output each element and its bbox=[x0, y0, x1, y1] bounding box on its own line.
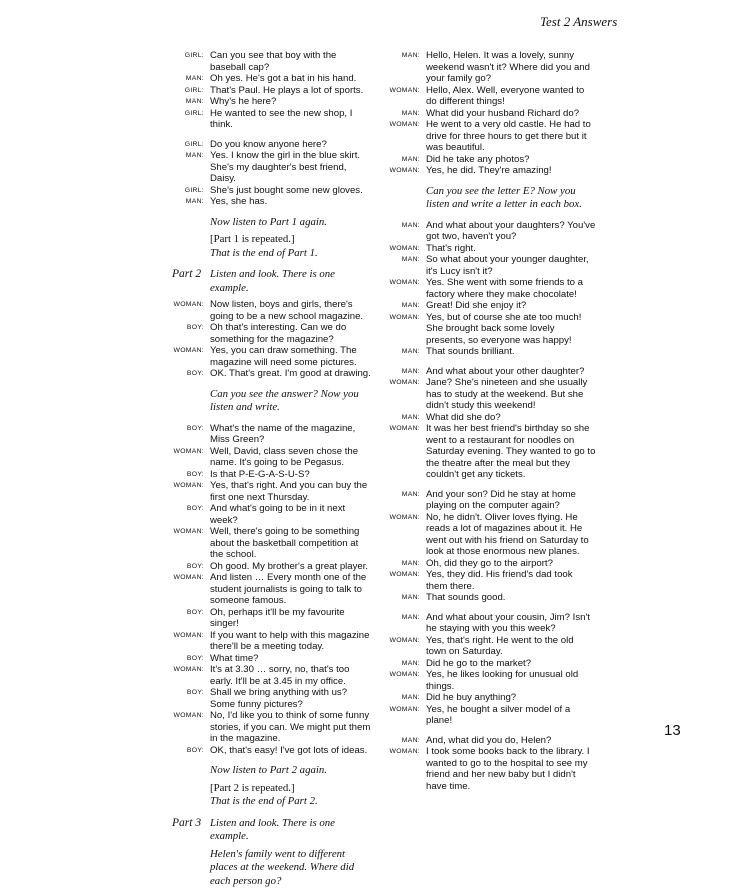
speaker-label: WOMAN: bbox=[388, 746, 420, 758]
dialogue-line bbox=[388, 108, 596, 120]
dialogue-text: Is that P-E-G-A-S-U-S? bbox=[210, 469, 310, 480]
dialogue-line bbox=[172, 322, 372, 345]
dialogue-text: Yes, he bought a silver model of a plane! bbox=[426, 704, 570, 727]
speaker-label: WOMAN: bbox=[388, 277, 420, 289]
dialogue-text: Well, David, class seven chose the name. It's going to be Pegasus. bbox=[210, 446, 358, 469]
dialogue-line bbox=[172, 299, 372, 322]
dialogue-line bbox=[388, 154, 596, 166]
dialogue-text: That sounds good. bbox=[426, 592, 505, 603]
speaker-label: MAN: bbox=[388, 558, 420, 570]
speaker-label: MAN: bbox=[388, 612, 420, 624]
dialogue-text: Did he take any photos? bbox=[426, 154, 529, 165]
speaker-label: MAN: bbox=[388, 220, 420, 232]
speaker-label: MAN: bbox=[388, 735, 420, 747]
dialogue-text: Yes, but of course she ate too much! She brought back some lovely presents, so everyone was happy! bbox=[426, 312, 581, 346]
dialogue-text: Oh, perhaps it'll be my favourite singer! bbox=[210, 607, 345, 630]
speaker-label: WOMAN: bbox=[388, 119, 420, 131]
dialogue-text: Yes. I know the girl in the blue skirt. She's my daughter's best friend, Daisy. bbox=[210, 150, 360, 184]
dialogue-text: What did your husband Richard do? bbox=[426, 108, 579, 119]
dialogue-text: And what about your daughters? You've got two, haven't you? bbox=[426, 220, 595, 243]
dialogue-block-6 bbox=[388, 735, 596, 793]
dialogue-line bbox=[172, 73, 372, 85]
dialogue-line bbox=[172, 423, 372, 446]
part2-label: Part 2 bbox=[172, 268, 201, 282]
speaker-label: WOMAN: bbox=[172, 480, 204, 492]
speaker-label: WOMAN: bbox=[172, 572, 204, 584]
speaker-label: GIRL: bbox=[172, 108, 204, 120]
speaker-label: WOMAN: bbox=[172, 345, 204, 357]
dialogue-line bbox=[172, 196, 372, 208]
dialogue-text: It's at 3.30 … sorry, no, that's too early. It'll be at 3.45 in my office. bbox=[210, 664, 349, 687]
speaker-label: MAN: bbox=[388, 658, 420, 670]
speaker-label: WOMAN: bbox=[388, 85, 420, 97]
dialogue-block-1 bbox=[388, 50, 596, 177]
dialogue-text: OK, that's easy! I've got lots of ideas. bbox=[210, 745, 367, 756]
dialogue-line bbox=[388, 569, 596, 592]
dialogue-line bbox=[388, 312, 596, 347]
dialogue-line bbox=[388, 220, 596, 243]
speaker-label: WOMAN: bbox=[388, 312, 420, 324]
dialogue-text: Yes, she has. bbox=[210, 196, 267, 207]
dialogue-line bbox=[172, 664, 372, 687]
speaker-label: BOY: bbox=[172, 423, 204, 435]
dialogue-line bbox=[388, 412, 596, 424]
dialogue-text: Yes, they did. His friend's dad took them there. bbox=[426, 569, 573, 592]
dialogue-text: Can you see that boy with the baseball cap? bbox=[210, 50, 336, 73]
speaker-label: WOMAN: bbox=[388, 704, 420, 716]
dialogue-line bbox=[388, 592, 596, 604]
dialogue-line bbox=[388, 692, 596, 704]
dialogue-text: And what's going to be in it next week? bbox=[210, 503, 345, 526]
dialogue-text: What did she do? bbox=[426, 412, 501, 423]
dialogue-text: Oh, did they go to the airport? bbox=[426, 558, 553, 569]
dialogue-gap bbox=[172, 131, 372, 139]
speaker-label: WOMAN: bbox=[388, 377, 420, 389]
dialogue-text: Yes, he likes looking for unusual old things. bbox=[426, 669, 578, 692]
dialogue-line bbox=[172, 526, 372, 561]
dialogue-text: Great! Did she enjoy it? bbox=[426, 300, 526, 311]
dialogue-line bbox=[388, 300, 596, 312]
dialogue-line bbox=[172, 368, 372, 380]
part1-listen-again: Now listen to Part 1 again. bbox=[172, 216, 372, 230]
speaker-label: WOMAN: bbox=[388, 569, 420, 581]
dialogue-line bbox=[388, 50, 596, 85]
speaker-label: WOMAN: bbox=[172, 664, 204, 676]
dialogue-text: It was her best friend's birthday so she went to a restaurant for noodles on Saturday evening. They wanted to go to the theatre after the meal but they couldn't get any tickets. bbox=[426, 423, 595, 480]
part2-can-you-see: Can you see the answer? Now you listen and write. bbox=[172, 388, 372, 415]
right-column bbox=[388, 50, 596, 792]
speaker-label: MAN: bbox=[388, 692, 420, 704]
dialogue-text: Yes, that's right. He went to the old town on Saturday. bbox=[426, 635, 574, 658]
speaker-label: MAN: bbox=[388, 489, 420, 501]
speaker-label: MAN: bbox=[388, 366, 420, 378]
dialogue-line bbox=[388, 165, 596, 177]
part1-dialogue bbox=[172, 50, 372, 208]
dialogue-text: Oh that's interesting. Can we do something for the magazine? bbox=[210, 322, 346, 345]
dialogue-line bbox=[172, 480, 372, 503]
dialogue-line bbox=[172, 185, 372, 197]
dialogue-text: OK. That's great. I'm good at drawing. bbox=[210, 368, 371, 379]
dialogue-text: Shall we bring anything with us? Some funny pictures? bbox=[210, 687, 347, 710]
dialogue-line bbox=[388, 346, 596, 358]
dialogue-text: She's just bought some new gloves. bbox=[210, 185, 363, 196]
dialogue-text: Oh yes. He's got a bat in his hand. bbox=[210, 73, 356, 84]
dialogue-text: That sounds brilliant. bbox=[426, 346, 515, 357]
part3-label: Part 3 bbox=[172, 817, 201, 831]
dialogue-line bbox=[172, 345, 372, 368]
speaker-label: MAN: bbox=[388, 300, 420, 312]
speaker-label: WOMAN: bbox=[388, 165, 420, 177]
speaker-label: WOMAN: bbox=[388, 512, 420, 524]
dialogue-text: And what about your cousin, Jim? Isn't he staying with you this week? bbox=[426, 612, 590, 635]
speaker-label: MAN: bbox=[172, 96, 204, 108]
speaker-label: MAN: bbox=[388, 108, 420, 120]
dialogue-line bbox=[388, 735, 596, 747]
dialogue-text: Jane? She's nineteen and she usually has to study at the weekend. But she didn't study this weekend! bbox=[426, 377, 587, 411]
speaker-label: BOY: bbox=[172, 503, 204, 515]
part3-instruction: Listen and look. There is one example. bbox=[210, 817, 335, 843]
dialogue-line bbox=[172, 150, 372, 185]
speaker-label: WOMAN: bbox=[172, 630, 204, 642]
dialogue-line bbox=[388, 85, 596, 108]
dialogue-text: Why's he here? bbox=[210, 96, 276, 107]
dialogue-line bbox=[388, 658, 596, 670]
dialogue-block-4 bbox=[388, 489, 596, 604]
speaker-label: WOMAN: bbox=[388, 669, 420, 681]
part2-dialogue-b bbox=[172, 423, 372, 757]
dialogue-text: Yes, he did. They're amazing! bbox=[426, 165, 552, 176]
part2-repeated: [Part 2 is repeated.] bbox=[172, 782, 372, 796]
dialogue-text: Yes. She went with some friends to a factory where they make chocolate! bbox=[426, 277, 583, 300]
speaker-label: BOY: bbox=[172, 745, 204, 757]
dialogue-text: And your son? Did he stay at home playing on the computer again? bbox=[426, 489, 576, 512]
dialogue-line bbox=[388, 423, 596, 481]
dialogue-line bbox=[172, 561, 372, 573]
speaker-label: BOY: bbox=[172, 653, 204, 665]
dialogue-line bbox=[172, 108, 372, 131]
dialogue-text: Hello, Helen. It was a lovely, sunny weekend wasn't it? Where did you and your family go? bbox=[426, 50, 590, 84]
dialogue-text: Oh good. My brother's a great player. bbox=[210, 561, 368, 572]
speaker-label: WOMAN: bbox=[388, 635, 420, 647]
dialogue-text: And, what did you do, Helen? bbox=[426, 735, 551, 746]
dialogue-line bbox=[172, 630, 372, 653]
dialogue-line bbox=[172, 503, 372, 526]
dialogue-text: He went to a very old castle. He had to drive for three hours to get there but it was beautiful. bbox=[426, 119, 591, 153]
left-column bbox=[172, 50, 372, 888]
dialogue-line bbox=[172, 745, 372, 757]
speaker-label: WOMAN: bbox=[172, 526, 204, 538]
part2-dialogue-a bbox=[172, 299, 372, 380]
dialogue-line bbox=[172, 607, 372, 630]
dialogue-line bbox=[172, 139, 372, 151]
part1-end: That is the end of Part 1. bbox=[172, 247, 372, 261]
dialogue-text: He wanted to see the new shop, I think. bbox=[210, 108, 352, 131]
dialogue-line bbox=[172, 572, 372, 607]
speaker-label: MAN: bbox=[172, 150, 204, 162]
speaker-label: MAN: bbox=[388, 346, 420, 358]
dialogue-line bbox=[172, 469, 372, 481]
dialogue-line bbox=[388, 704, 596, 727]
speaker-label: MAN: bbox=[388, 592, 420, 604]
dialogue-line bbox=[388, 377, 596, 412]
part2-listen-again: Now listen to Part 2 again. bbox=[172, 764, 372, 778]
speaker-label: WOMAN: bbox=[388, 423, 420, 435]
dialogue-line bbox=[172, 50, 372, 73]
dialogue-text: That's right. bbox=[426, 243, 476, 254]
part3-intro: Helen's family went to different places at the weekend. Where did each person go? bbox=[172, 848, 372, 888]
part2-end: That is the end of Part 2. bbox=[172, 795, 372, 809]
speaker-label: BOY: bbox=[172, 322, 204, 334]
speaker-label: MAN: bbox=[172, 196, 204, 208]
dialogue-text: And what about your other daughter? bbox=[426, 366, 584, 377]
speaker-label: GIRL: bbox=[172, 185, 204, 197]
speaker-label: BOY: bbox=[172, 687, 204, 699]
dialogue-block-5 bbox=[388, 612, 596, 727]
speaker-label: GIRL: bbox=[172, 85, 204, 97]
part2-heading bbox=[172, 268, 372, 295]
speaker-label: WOMAN: bbox=[172, 710, 204, 722]
dialogue-line bbox=[388, 558, 596, 570]
speaker-label: WOMAN: bbox=[172, 299, 204, 311]
dialogue-text: Hello, Alex. Well, everyone wanted to do different things! bbox=[426, 85, 584, 108]
speaker-label: WOMAN: bbox=[172, 446, 204, 458]
dialogue-line bbox=[172, 710, 372, 745]
speaker-label: BOY: bbox=[172, 368, 204, 380]
speaker-label: GIRL: bbox=[172, 139, 204, 151]
dialogue-text: Well, there's going to be something about the basketball competition at the school. bbox=[210, 526, 359, 560]
dialogue-line bbox=[388, 366, 596, 378]
part2-instruction: Listen and look. There is one example. bbox=[210, 268, 335, 294]
dialogue-line bbox=[172, 653, 372, 665]
speaker-label: BOY: bbox=[172, 469, 204, 481]
part3-letter-instruction: Can you see the letter E? Now you listen and write a letter in each box. bbox=[388, 185, 596, 212]
dialogue-line bbox=[172, 85, 372, 97]
speaker-label: MAN: bbox=[388, 412, 420, 424]
speaker-label: GIRL: bbox=[172, 50, 204, 62]
dialogue-text: Yes, that's right. And you can buy the first one next Thursday. bbox=[210, 480, 367, 503]
dialogue-text: Did he buy anything? bbox=[426, 692, 516, 703]
page-number: 13 bbox=[664, 722, 681, 739]
dialogue-text: No, he didn't. Oliver loves flying. He reads a lot of magazines about it. He went out with his friend on Saturday to look at those enormous new planes. bbox=[426, 512, 589, 558]
dialogue-line bbox=[172, 96, 372, 108]
dialogue-text: No, I'd like you to think of some funny stories, if you can. We might put them in the magazine. bbox=[210, 710, 370, 744]
speaker-label: BOY: bbox=[172, 607, 204, 619]
dialogue-line bbox=[388, 635, 596, 658]
dialogue-block-3 bbox=[388, 366, 596, 481]
dialogue-line bbox=[388, 277, 596, 300]
dialogue-line bbox=[388, 512, 596, 558]
dialogue-line bbox=[388, 243, 596, 255]
dialogue-line bbox=[172, 687, 372, 710]
speaker-label: WOMAN: bbox=[388, 243, 420, 255]
dialogue-text: Yes, you can draw something. The magazine will need some pictures. bbox=[210, 345, 357, 368]
dialogue-text: That's Paul. He plays a lot of sports. bbox=[210, 85, 363, 96]
dialogue-line bbox=[172, 446, 372, 469]
dialogue-line bbox=[388, 612, 596, 635]
dialogue-text: What's the name of the magazine, Miss Green? bbox=[210, 423, 355, 446]
page-header: Test 2 Answers bbox=[540, 14, 617, 30]
dialogue-text: And listen … Every month one of the student journalists is going to talk to someone famous. bbox=[210, 572, 366, 606]
dialogue-text: If you want to help with this magazine there'll be a meeting today. bbox=[210, 630, 369, 653]
dialogue-line bbox=[388, 746, 596, 792]
speaker-label: MAN: bbox=[388, 154, 420, 166]
dialogue-text: What time? bbox=[210, 653, 259, 664]
speaker-label: MAN: bbox=[388, 254, 420, 266]
dialogue-text: Now listen, boys and girls, there's going to be a new school magazine. bbox=[210, 299, 363, 322]
dialogue-line bbox=[388, 254, 596, 277]
dialogue-line bbox=[388, 119, 596, 154]
dialogue-text: Did he go to the market? bbox=[426, 658, 531, 669]
speaker-label: BOY: bbox=[172, 561, 204, 573]
part1-repeated: [Part 1 is repeated.] bbox=[172, 233, 372, 247]
dialogue-block-2 bbox=[388, 220, 596, 358]
dialogue-line bbox=[388, 669, 596, 692]
speaker-label: MAN: bbox=[172, 73, 204, 85]
dialogue-text: Do you know anyone here? bbox=[210, 139, 327, 150]
dialogue-line bbox=[388, 489, 596, 512]
speaker-label: MAN: bbox=[388, 50, 420, 62]
dialogue-text: So what about your younger daughter, it's Lucy isn't it? bbox=[426, 254, 589, 277]
dialogue-text: I took some books back to the library. I wanted to go to the hospital to see my friend and her new baby but I didn't have time. bbox=[426, 746, 590, 792]
part3-heading bbox=[172, 817, 372, 844]
